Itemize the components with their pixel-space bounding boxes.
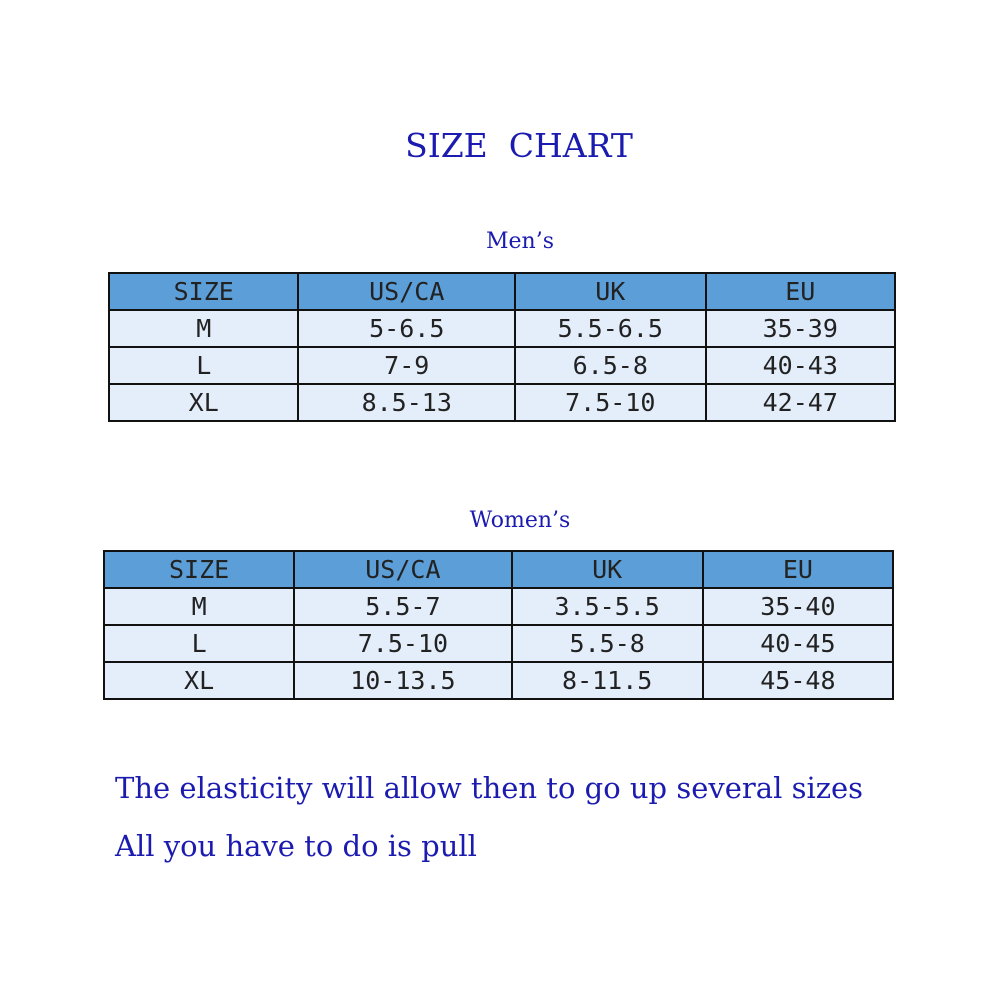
us-ca-cell: 5-6.5 xyxy=(298,310,515,347)
table-row xyxy=(109,384,895,421)
column-header-eu: EU xyxy=(703,551,893,588)
men-size-table xyxy=(108,272,896,422)
column-header-uk: UK xyxy=(515,273,705,310)
size-cell: M xyxy=(109,310,298,347)
us-ca-cell: 10-13.5 xyxy=(294,662,511,699)
table-row xyxy=(104,662,893,699)
table-header-row xyxy=(104,551,893,588)
women-heading: Women’s xyxy=(469,508,571,533)
us-ca-cell: 8.5-13 xyxy=(298,384,515,421)
table-row xyxy=(104,588,893,625)
eu-cell: 40-43 xyxy=(706,347,896,384)
size-cell: XL xyxy=(104,662,294,699)
table-row xyxy=(104,625,893,662)
eu-cell: 35-40 xyxy=(703,588,893,625)
column-header-us-ca: US/CA xyxy=(294,551,511,588)
uk-cell: 8-11.5 xyxy=(512,662,703,699)
column-header-us-ca: US/CA xyxy=(298,273,515,310)
uk-cell: 5.5-6.5 xyxy=(515,310,705,347)
column-header-eu: EU xyxy=(706,273,896,310)
table-header-row xyxy=(109,273,895,310)
eu-cell: 40-45 xyxy=(703,625,893,662)
eu-cell: 45-48 xyxy=(703,662,893,699)
us-ca-cell: 7.5-10 xyxy=(294,625,511,662)
pull-note: All you have to do is pull xyxy=(115,829,477,863)
column-header-uk: UK xyxy=(512,551,703,588)
uk-cell: 6.5-8 xyxy=(515,347,705,384)
table-row xyxy=(109,310,895,347)
table-row xyxy=(109,347,895,384)
us-ca-cell: 7-9 xyxy=(298,347,515,384)
size-cell: XL xyxy=(109,384,298,421)
eu-cell: 35-39 xyxy=(706,310,896,347)
size-cell: M xyxy=(104,588,294,625)
elasticity-note: The elasticity will allow then to go up several sizes xyxy=(115,771,864,805)
uk-cell: 5.5-8 xyxy=(512,625,703,662)
uk-cell: 3.5-5.5 xyxy=(512,588,703,625)
column-header-size: SIZE xyxy=(109,273,298,310)
eu-cell: 42-47 xyxy=(706,384,896,421)
page-title: SIZE CHART xyxy=(405,126,633,165)
column-header-size: SIZE xyxy=(104,551,294,588)
us-ca-cell: 5.5-7 xyxy=(294,588,511,625)
women-size-table xyxy=(103,550,894,700)
size-cell: L xyxy=(109,347,298,384)
size-cell: L xyxy=(104,625,294,662)
men-heading: Men’s xyxy=(486,229,554,254)
uk-cell: 7.5-10 xyxy=(515,384,705,421)
